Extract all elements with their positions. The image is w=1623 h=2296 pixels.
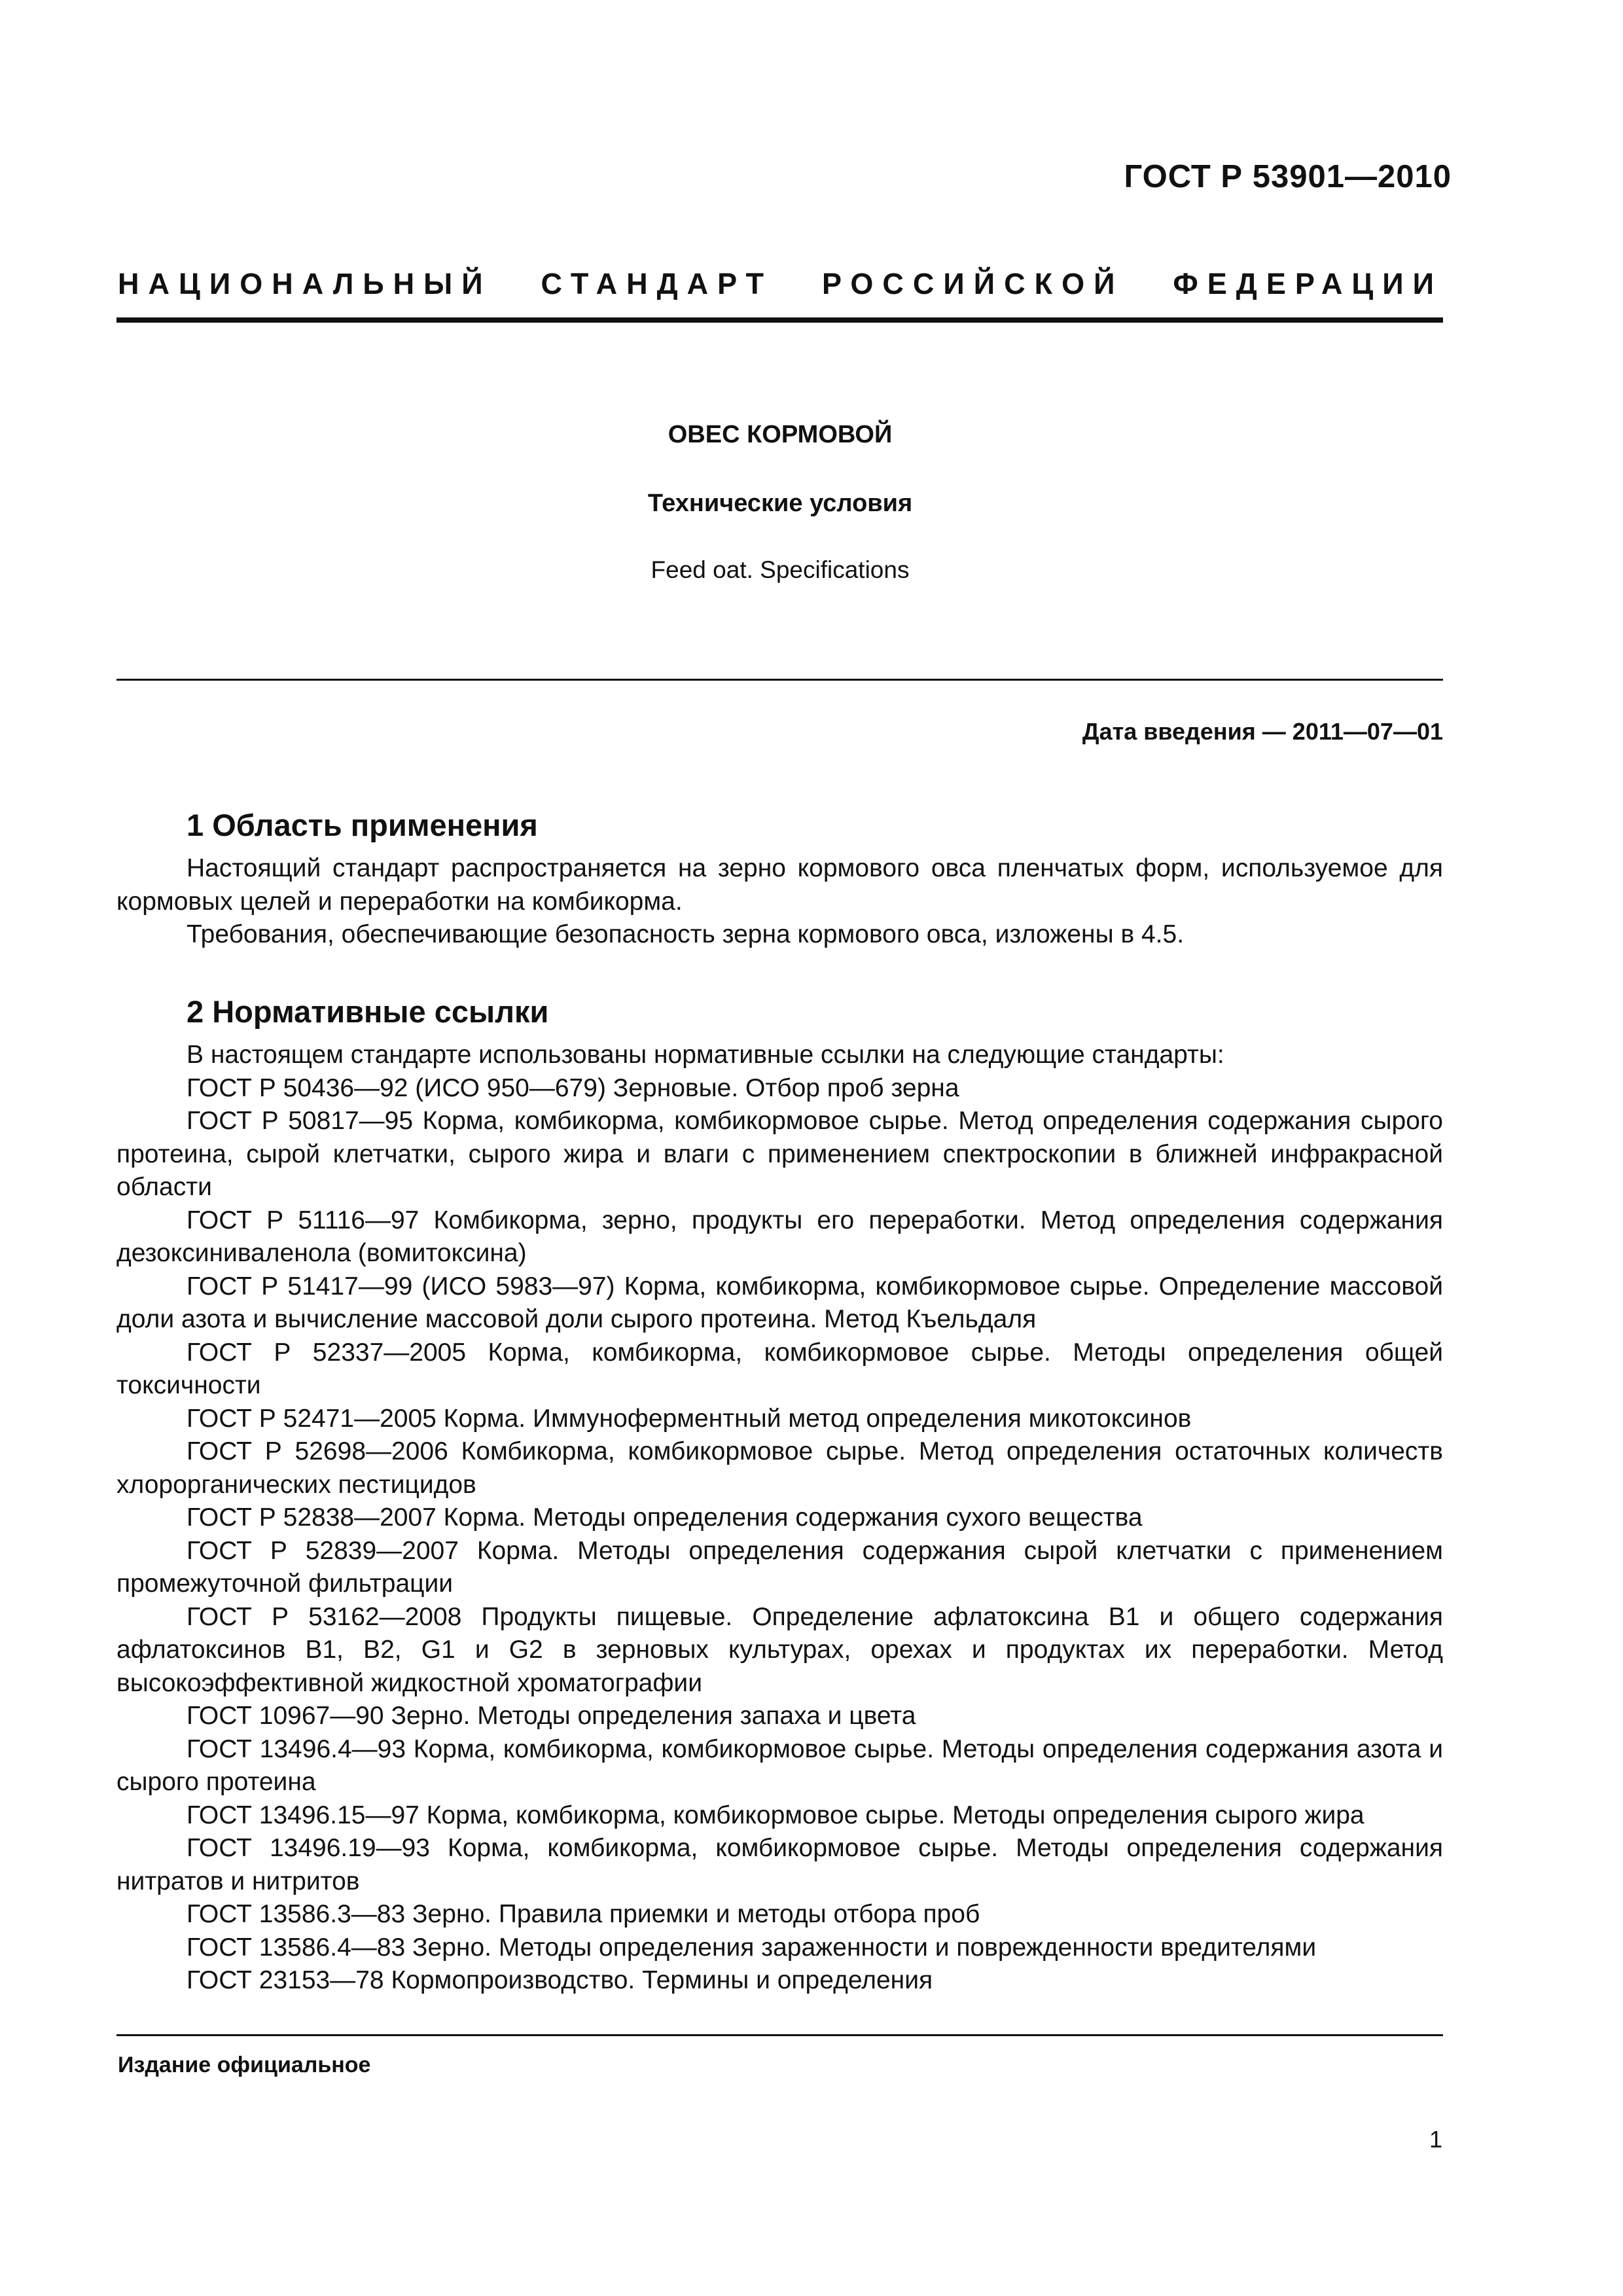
reference-item: ГОСТ Р 52471—2005 Корма. Иммуноферментный метод определения микотоксинов	[187, 1404, 1192, 1433]
paragraph: Требования, обеспечивающие безопасность зерна кормового овса, изложены в 4.5.	[187, 920, 1185, 948]
document-title: ОВЕС КОРМОВОЙ	[668, 421, 893, 448]
reference-item: ГОСТ 10967—90 Зерно. Методы определения запаха и цвета	[187, 1702, 916, 1730]
reference-item: ГОСТ Р 52698—2006 Комбикорма, комбикормовое сырье. Метод определения остаточных количеств хлорорганических пестицидов	[116, 1437, 1443, 1499]
paragraph: В настоящем стандарте использованы нормативные ссылки на следующие стандарты:	[187, 1041, 1224, 1069]
title-separator-rule	[116, 679, 1443, 681]
reference-item: ГОСТ 13496.19—93 Корма, комбикорма, комбикормовое сырье. Методы определения содержания нитратов и нитритов	[116, 1834, 1443, 1895]
reference-item: ГОСТ 23153—78 Кормопроизводство. Термины и определения	[187, 1966, 933, 1994]
reference-item: ГОСТ 13496.4—93 Корма, комбикорма, комбикормовое сырье. Методы определения содержания азота и сырого протеина	[116, 1734, 1443, 1796]
reference-item: ГОСТ Р 51417—99 (ИСО 5983—97) Корма, комбикорма, комбикормовое сырье. Определение массовой доли азота и вычисление массовой доли сырого протеина. Метод Къельдаля	[116, 1272, 1443, 1333]
introduction-date: Дата введения — 2011—07—01	[1082, 718, 1443, 745]
official-edition-note: Издание официальное	[118, 2053, 371, 2077]
section-heading: 1 Область применения	[187, 808, 538, 842]
section-heading: 2 Нормативные ссылки	[187, 994, 549, 1029]
reference-item: ГОСТ 13586.3—83 Зерно. Правила приемки и методы отбора проб	[187, 1900, 980, 1928]
footer-rule	[116, 2034, 1443, 2036]
reference-item: ГОСТ 13586.4—83 Зерно. Методы определения зараженности и поврежденности вредителями	[187, 1933, 1317, 1962]
reference-item: ГОСТ Р 52839—2007 Корма. Методы определения содержания сырой клетчатки с применением промежуточной фильтрации	[116, 1536, 1443, 1598]
reference-item: ГОСТ Р 50817—95 Корма, комбикорма, комбикормовое сырье. Метод определения содержания сырого протеина, сырой клетчатки, сырого жира и влаги с применением спектроскопии в ближней инфракрасной области	[116, 1107, 1443, 1201]
document-english-title: Feed oat. Specifications	[651, 556, 910, 583]
document-subtitle: Технические условия	[647, 490, 913, 517]
reference-item: ГОСТ Р 51116—97 Комбикорма, зерно, продукты его переработки. Метод определения содержания дезоксиниваленола (вомитоксина)	[116, 1206, 1443, 1267]
reference-item: ГОСТ Р 53162—2008 Продукты пищевые. Определение афлатоксина В1 и общего содержания афлатоксинов В1, В2, G1 и G2 в зерновых культурах, орехах и продуктах их переработки. Метод высокоэффективной жидкостной хроматографии	[116, 1602, 1443, 1697]
reference-item: ГОСТ Р 52838—2007 Корма. Методы определения содержания сухого вещества	[187, 1503, 1143, 1532]
reference-item: ГОСТ Р 52337—2005 Корма, комбикорма, комбикормовое сырье. Методы определения общей токсичности	[116, 1338, 1443, 1399]
page-number: 1	[1429, 2126, 1442, 2153]
section-normative-references	[116, 990, 1443, 1998]
document-number: ГОСТ Р 53901—2010	[1124, 159, 1452, 194]
standard-banner: НАЦИОНАЛЬНЫЙ СТАНДАРТ РОССИЙСКОЙ ФЕДЕРАЦИИ	[118, 267, 1443, 300]
paragraph: Настоящий стандарт распространяется на зерно кормового овса пленчатых форм, используемое для кормовых целей и переработки на комбикорма.	[116, 854, 1443, 916]
reference-item: ГОСТ Р 50436—92 (ИСО 950—679) Зерновые. Отбор проб зерна	[187, 1073, 959, 1102]
reference-item: ГОСТ 13496.15—97 Корма, комбикорма, комбикормовое сырье. Методы определения сырого жира	[187, 1801, 1364, 1829]
header-rule	[116, 317, 1443, 323]
section-scope	[116, 804, 1443, 952]
